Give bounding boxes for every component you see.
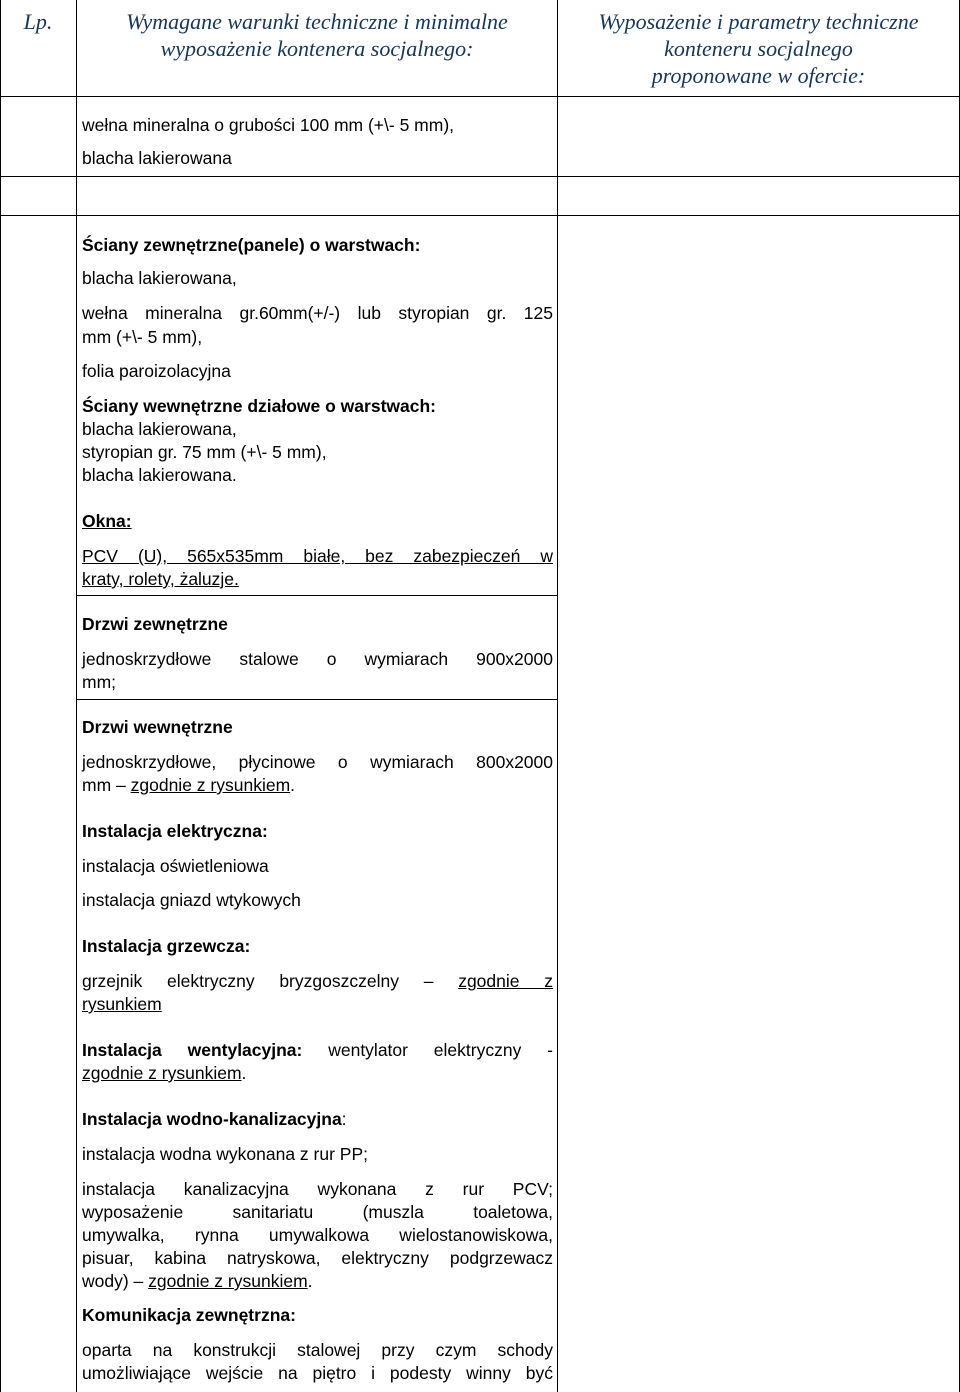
walls-ext-title: Ściany zewnętrzne(panele) o warstwach: xyxy=(82,235,421,255)
walls-ext-item-2b: mm (+\- 5 mm), xyxy=(82,327,203,347)
heat-text: grzejnik elektryczny bryzgoszczelny – xyxy=(82,971,459,991)
elec-item-1: instalacja oświetleniowa xyxy=(82,856,269,876)
vent-text: wentylator elektryczny - xyxy=(302,1040,553,1060)
comm-line1: oparta na konstrukcji stalowej przy czym schody xyxy=(82,1340,553,1360)
door-int-text-line2 xyxy=(82,774,553,797)
water-title: Instalacja wodno-kanalizacyjna xyxy=(82,1109,342,1129)
comm-title: Komunikacja zewnętrzna: xyxy=(82,1305,296,1325)
walls-int-item-1: blacha lakierowana, xyxy=(82,419,237,439)
walls-ext-item-1: blacha lakierowana, xyxy=(82,268,237,288)
walls-int-item-3: blacha lakierowana. xyxy=(82,465,237,485)
elec-title: Instalacja elektryczna: xyxy=(82,821,268,841)
header-requirements-line1: Wymagane warunki techniczne i minimalne xyxy=(126,9,508,34)
row-divider-4 xyxy=(76,699,558,700)
sheet-line: blacha lakierowana xyxy=(82,148,232,168)
windows-text-line2: kraty, rolety, żaluzje. xyxy=(82,569,239,589)
heat-drawing-link-part1: zgodnie z xyxy=(458,971,553,991)
header-requirements-line2: wyposażenie kontenera socjalnego: xyxy=(160,36,474,61)
elec-item-2: instalacja gniazd wtykowych xyxy=(82,890,301,910)
door-int-text-line1: jednoskrzydłowe, płycinowe o wymiarach 800x2000 xyxy=(82,752,553,772)
walls-ext-item-2: wełna mineralna gr.60mm(+/-) lub styropian gr. 125 xyxy=(82,303,553,323)
column-divider-1 xyxy=(76,0,77,1392)
comm-line2: umożliwiające wejście na piętro i podesty winny być xyxy=(82,1363,553,1383)
row-divider-3 xyxy=(76,595,558,596)
water-text-end: wody) – xyxy=(82,1271,149,1291)
row-divider-2 xyxy=(0,215,960,216)
water-item-1: instalacja wodna wykonana z rur PP; xyxy=(82,1144,368,1164)
walls-ext-item-3: folia paroizolacyjna xyxy=(82,361,231,381)
header-lp: Lp. xyxy=(23,9,53,34)
row-divider-1 xyxy=(0,176,960,177)
vent-drawing-link: zgodnie z rysunkiem xyxy=(82,1063,242,1083)
vent-dot: . xyxy=(241,1063,247,1083)
water-item-2b: wyposażenie sanitariatu (muszla toaletowa, xyxy=(82,1202,553,1222)
water-item-2c: umywalka, rynna umywalkowa wielostanowiskowa, xyxy=(82,1225,553,1245)
header-offer-line2: konteneru socjalnego xyxy=(664,36,853,61)
header-requirements xyxy=(77,8,557,62)
water-drawing-link: zgodnie z rysunkiem xyxy=(148,1271,308,1291)
vent-line1 xyxy=(82,1039,553,1062)
heat-text-line1 xyxy=(82,970,553,993)
vent-line2 xyxy=(82,1062,553,1085)
walls-int-item-2: styropian gr. 75 mm (+\- 5 mm), xyxy=(82,442,327,462)
insulation-line: wełna mineralna o grubości 100 mm (+\- 5 mm), xyxy=(82,115,455,135)
column-divider-2 xyxy=(557,0,558,1392)
vent-title: Instalacja wentylacyjna: xyxy=(82,1040,303,1060)
table-border-left xyxy=(0,0,1,1392)
water-item-2a: instalacja kanalizacyjna wykonana z rur PCV; xyxy=(82,1179,553,1199)
water-item-2e xyxy=(82,1270,553,1293)
windows-title: Okna: xyxy=(82,511,132,531)
door-ext-title: Drzwi zewnętrzne xyxy=(82,614,228,634)
windows-text-line1: PCV (U), 565x535mm białe, bez zabezpieczeń w xyxy=(82,546,553,566)
water-item-2d: pisuar, kabina natryskowa, elektryczny podgrzewacz xyxy=(82,1248,553,1268)
water-dot: . xyxy=(307,1271,313,1291)
door-int-dot: . xyxy=(290,775,296,795)
heat-title: Instalacja grzewcza: xyxy=(82,936,251,956)
door-int-title: Drzwi wewnętrzne xyxy=(82,717,233,737)
door-ext-text-line1: jednoskrzydłowe stalowe o wymiarach 900x2000 xyxy=(82,649,553,669)
heat-drawing-link-part2: rysunkiem xyxy=(82,994,162,1014)
walls-int-title: Ściany wewnętrzne działowe o warstwach: xyxy=(82,396,436,416)
header-divider xyxy=(0,96,960,97)
water-colon: : xyxy=(341,1109,347,1129)
water-title-line xyxy=(82,1108,553,1131)
header-offer-line3: proponowane w ofercie: xyxy=(651,63,866,88)
door-ext-text-line2: mm; xyxy=(82,672,117,692)
door-int-mm: mm – xyxy=(82,775,131,795)
door-int-drawing-link: zgodnie z rysunkiem xyxy=(130,775,291,795)
header-offer xyxy=(558,8,959,89)
header-offer-line1: Wyposażenie i parametry techniczne xyxy=(598,9,919,34)
